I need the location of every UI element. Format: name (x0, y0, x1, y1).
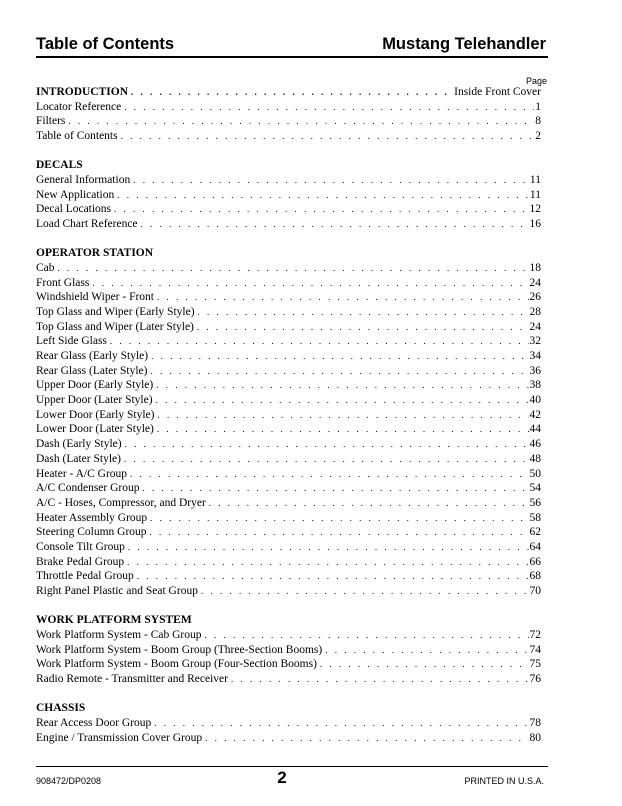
toc-entry-page: 44 (529, 423, 541, 436)
toc-entry-page: 58 (529, 511, 541, 524)
dot-leader (58, 261, 529, 276)
toc-entry (36, 643, 541, 658)
toc-entry (36, 408, 541, 423)
dot-leader (121, 129, 535, 144)
toc-entry (36, 452, 541, 467)
section-heading: WORK PLATFORM SYSTEM (36, 614, 192, 627)
toc-entry-title: A/C - Hoses, Compressor, and Dryer (36, 496, 206, 509)
footer-rule (36, 766, 548, 767)
toc-section (36, 158, 541, 231)
toc-entry (36, 525, 541, 540)
toc-entry (36, 569, 541, 584)
toc-entry-title: Lower Door (Early Style) (36, 408, 155, 421)
dot-leader (157, 290, 529, 305)
toc-entry-title: General Information (36, 173, 131, 186)
toc-entry-title: Locator Reference (36, 100, 122, 113)
toc-entry-page: 11 (529, 188, 541, 201)
toc-entry-page: 72 (529, 628, 541, 641)
toc-entry (36, 467, 541, 482)
section-gap (36, 687, 541, 702)
toc-entry (36, 584, 541, 599)
toc-entry-title: Work Platform System - Boom Group (Four-Section Booms) (36, 658, 317, 671)
toc-entry (36, 305, 541, 320)
dot-leader (133, 173, 529, 188)
dot-leader (157, 422, 529, 437)
toc-entry-title: INTRODUCTION (36, 86, 129, 98)
toc-entry (36, 334, 541, 349)
toc-entry (36, 422, 541, 437)
toc-entry-title: Work Platform System - Cab Group (36, 628, 202, 641)
dot-leader (128, 540, 529, 555)
toc-entry (36, 349, 541, 364)
toc-entry-page: 36 (529, 364, 541, 377)
toc-entry (36, 555, 541, 570)
dot-leader (209, 496, 529, 511)
section-gap (36, 232, 541, 247)
toc-entry-page: 66 (529, 555, 541, 568)
toc-entry (36, 496, 541, 511)
header-rule (36, 56, 548, 58)
toc-entry-page: 56 (529, 496, 541, 509)
toc-entry (36, 437, 541, 452)
toc-entry-page: 76 (529, 672, 541, 685)
dot-leader (137, 569, 529, 584)
toc-entry-title: Filters (36, 115, 66, 128)
toc-entry (36, 129, 541, 144)
toc-entry-title: Rear Glass (Early Style) (36, 350, 149, 362)
toc-entry-page: 16 (529, 218, 541, 230)
toc-entry (36, 261, 541, 276)
section-heading: OPERATOR STATION (36, 247, 154, 260)
toc-entry (36, 202, 541, 217)
toc-entry-title: Lower Door (Later Style) (36, 423, 154, 436)
header-product-name: Mustang Telehandler (382, 35, 546, 53)
toc-section (36, 85, 541, 144)
dot-leader (156, 393, 529, 408)
section-gap (36, 599, 541, 614)
dot-leader (92, 276, 528, 291)
page-footer (36, 768, 548, 790)
toc-entry-title: Brake Pedal Group (36, 555, 125, 568)
dot-leader (150, 525, 529, 540)
toc-entry-title: New Application (36, 188, 115, 201)
dot-leader (201, 584, 529, 599)
toc-entry-title: Cab (36, 261, 55, 274)
dot-leader (125, 437, 529, 452)
toc-entry-title: Upper Door (Later Style) (36, 394, 153, 407)
toc-entry (36, 393, 541, 408)
toc-entry (36, 716, 541, 731)
toc-entry-page: 50 (529, 467, 541, 480)
toc-entry-page: 38 (529, 379, 541, 392)
toc-entry-page: 75 (529, 658, 541, 671)
toc-entry-page: 28 (529, 305, 541, 318)
toc-entry-title: Work Platform System - Boom Group (Three-Section Booms) (36, 643, 323, 656)
document-number: 908472/DP0208 (36, 776, 102, 786)
toc-entry-title: Top Glass and Wiper (Later Style) (36, 320, 194, 333)
toc-entry-title: Table of Contents (36, 130, 118, 143)
toc-entry-title: Steering Column Group (36, 526, 147, 539)
toc-entry (36, 672, 541, 687)
page-column-label: Page (525, 76, 547, 86)
toc-entry-title: Heater - A/C Group (36, 467, 128, 480)
toc-entry-page: 18 (529, 261, 541, 274)
section-heading: CHASSIS (36, 702, 86, 715)
dot-leader (130, 467, 528, 482)
toc-entry (36, 100, 541, 115)
dot-leader (141, 217, 529, 232)
toc-entry-title: Throttle Pedal Group (36, 570, 134, 583)
toc-entry-page: 34 (529, 350, 541, 362)
toc-entry-title: Console Tilt Group (36, 540, 125, 553)
toc-entry (36, 320, 541, 335)
dot-leader (197, 320, 529, 335)
dot-leader (143, 481, 529, 496)
toc-entry-page: 1 (535, 100, 541, 113)
toc-entry-page: 70 (529, 585, 541, 597)
toc-entry (36, 378, 541, 393)
toc-entry-page: 24 (529, 320, 541, 333)
toc-entry-page: 11 (529, 173, 541, 186)
toc-entry-title: Engine / Transmission Cover Group (36, 731, 203, 744)
table-of-contents (36, 85, 541, 745)
toc-entry-title: Rear Glass (Later Style) (36, 364, 148, 377)
toc-entry-title: Upper Door (Early Style) (36, 379, 154, 392)
toc-entry (36, 364, 541, 379)
dot-leader (124, 452, 529, 467)
dot-leader (156, 378, 528, 393)
toc-entry-page: 24 (529, 276, 541, 289)
toc-entry-page: 8 (535, 115, 541, 128)
toc-entry-title: Decal Locations (36, 203, 112, 216)
page-number: 2 (277, 768, 287, 787)
toc-entry (36, 114, 541, 129)
toc-section (36, 701, 541, 745)
toc-entry-page: 64 (529, 540, 541, 553)
toc-entry-title: Top Glass and Wiper (Early Style) (36, 305, 195, 318)
dot-leader (205, 628, 529, 643)
toc-entry (36, 276, 541, 291)
toc-entry-title: Rear Access Door Group (36, 716, 152, 729)
toc-entry-title: Windshield Wiper - Front (36, 291, 154, 304)
section-gap (36, 144, 541, 159)
toc-entry-page: 42 (529, 408, 541, 421)
toc-entry (36, 731, 541, 746)
toc-entry-title: Dash (Early Style) (36, 438, 122, 451)
toc-section (36, 246, 541, 599)
toc-entry-page: 74 (529, 643, 541, 656)
toc-entry (36, 217, 541, 232)
toc-entry-title: Heater Assembly Group (36, 511, 148, 524)
toc-entry-page: 26 (529, 291, 541, 304)
toc-entry (36, 540, 541, 555)
toc-entry (36, 628, 541, 643)
toc-entry-page: 32 (529, 335, 541, 348)
dot-leader (150, 364, 528, 379)
dot-leader (198, 305, 529, 320)
toc-entry-title: Dash (Later Style) (36, 452, 121, 465)
toc-entry-title: A/C Condenser Group (36, 482, 140, 495)
section-heading: DECALS (36, 159, 83, 172)
toc-entry-page: 62 (529, 526, 541, 539)
dot-leader (325, 643, 528, 658)
toc-entry-page: 40 (529, 394, 541, 407)
toc-entry-page: 68 (529, 570, 541, 583)
toc-entry-title: Right Panel Plastic and Seat Group (36, 585, 198, 597)
toc-entry-page: 80 (529, 731, 541, 744)
dot-leader (124, 100, 534, 115)
toc-entry-page: 48 (529, 452, 541, 465)
header-title: Table of Contents (36, 35, 175, 53)
dot-leader (150, 511, 528, 526)
toc-entry-page: Inside Front Cover (454, 86, 541, 98)
toc-entry-page: 54 (529, 482, 541, 495)
dot-leader (68, 114, 534, 129)
dot-leader (205, 731, 528, 746)
page-header (36, 34, 546, 56)
toc-entry (36, 290, 541, 305)
dot-leader (127, 555, 528, 570)
toc-entry (36, 511, 541, 526)
dot-leader (117, 188, 529, 203)
toc-entry-title: Left Side Glass (36, 335, 107, 348)
dot-leader (131, 85, 453, 100)
printed-in-label: PRINTED IN U.S.A. (464, 776, 544, 786)
toc-entry-page: 78 (529, 716, 541, 729)
toc-entry (36, 173, 541, 188)
toc-entry-title: Load Chart Reference (36, 218, 138, 230)
toc-entry (36, 188, 541, 203)
dot-leader (114, 202, 528, 217)
toc-entry-title: Front Glass (36, 276, 90, 289)
dot-leader (320, 657, 529, 672)
dot-leader (151, 349, 528, 364)
toc-entry-page: 46 (529, 438, 541, 451)
toc-entry-page: 2 (535, 130, 541, 143)
dot-leader (231, 672, 529, 687)
toc-section (36, 613, 541, 686)
toc-entry (36, 85, 541, 100)
toc-entry-page: 12 (529, 203, 541, 216)
dot-leader (157, 408, 528, 423)
toc-entry-title: Radio Remote - Transmitter and Receiver (36, 672, 228, 685)
dot-leader (154, 716, 528, 731)
toc-entry (36, 657, 541, 672)
dot-leader (110, 334, 529, 349)
toc-entry (36, 481, 541, 496)
